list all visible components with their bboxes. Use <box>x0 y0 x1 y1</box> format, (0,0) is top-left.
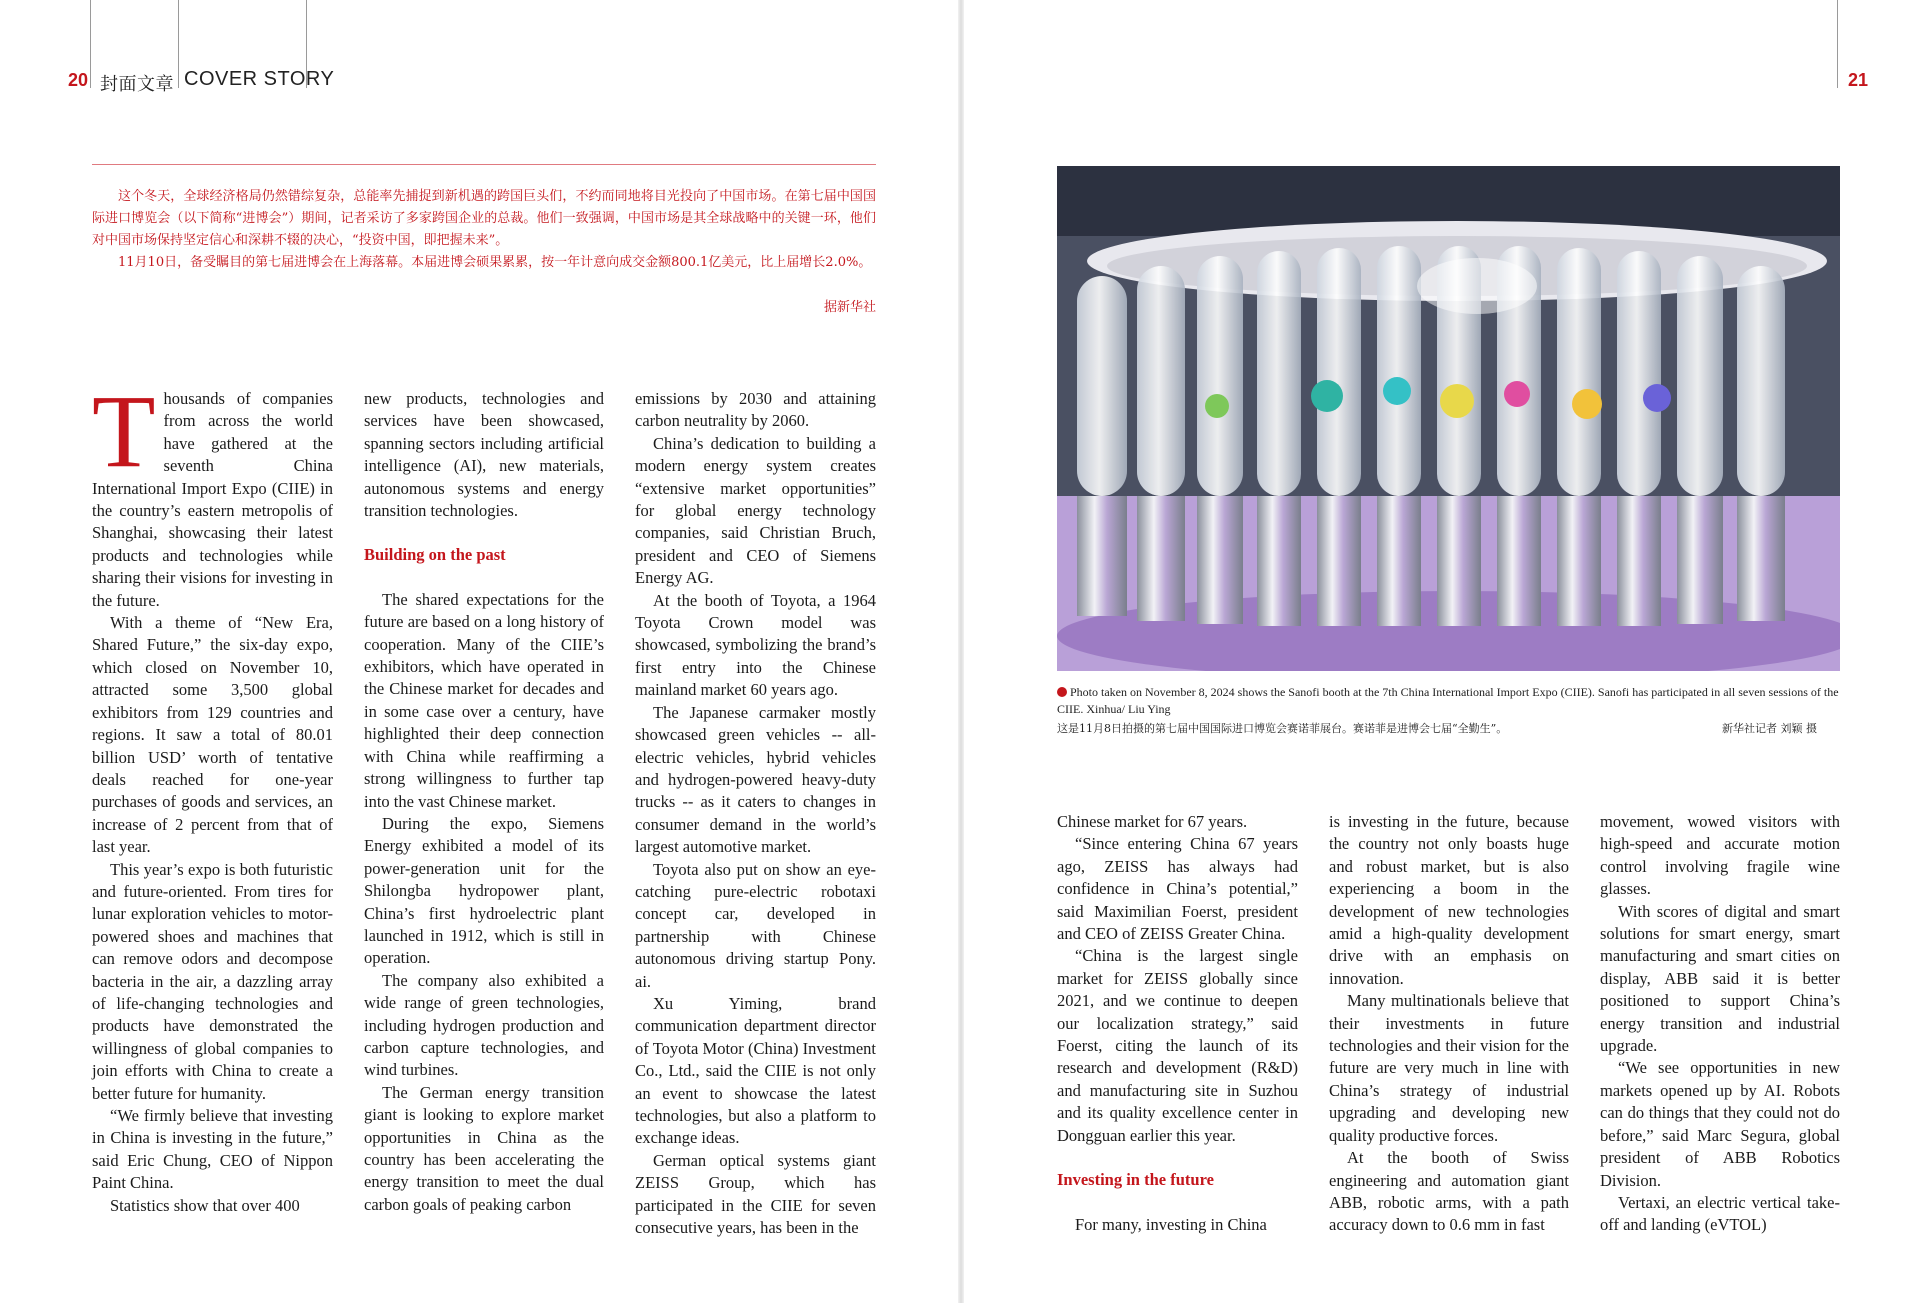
photo-caption-cn: 这是11月8日拍摄的第七届中国国际进口博览会赛诺菲展台。赛诺菲是进博会七届“全勤生”。 <box>1057 722 1508 735</box>
drop-cap: T <box>92 374 156 489</box>
paragraph: Xu Yiming, brand communication department director of Toyota Motor (China) Investment Co., Ltd., said the CIIE is not only an event to showcase the latest technologies, but also a platform to exchange ideas. <box>635 993 876 1148</box>
paragraph: “We firmly believe that investing in China is investing in the future,” said Eric Chung, CEO of Nippon Paint China. <box>92 1106 333 1193</box>
camera-icon <box>1057 687 1067 697</box>
chinese-lead <box>92 186 876 274</box>
article-column-6 <box>1600 811 1840 1237</box>
paragraph: With scores of digital and smart solutions for smart energy, smart manufacturing and smart cities on display, ABB said it is better positioned to support China’s energy transition and industrial upgrade. <box>1600 901 1840 1056</box>
paragraph: “Since entering China 67 years ago, ZEISS has always had confidence in China’s potential,” said Maximilian Foerst, president and CEO of ZEISS Greater China. <box>1057 834 1298 944</box>
booth-illustration <box>1057 166 1840 671</box>
paragraph: The company also exhibited a wide range of green technologies, including hydrogen production and carbon capture technologies, and wind turbines. <box>364 970 604 1080</box>
header-rule-left <box>90 0 91 88</box>
lead-divider <box>92 164 876 165</box>
article-column-2 <box>364 388 604 1216</box>
photo-caption-en <box>1057 684 1840 718</box>
paragraph: German optical systems giant ZEISS Group, which has participated in the CIIE for seven consecutive years, has been in the <box>635 1150 876 1238</box>
paragraph: The German energy transition giant is looking to explore market opportunities in China as the country has been accelerating the energy transition to meet the dual carbon goals of peaking carbon <box>364 1082 604 1214</box>
section-title-cn: 封面文章 <box>100 74 174 95</box>
caption-text: Photo taken on November 8, 2024 shows the Sanofi booth at the 7th China International Import Expo (CIIE). Sanofi has participated in all seven sessions of the CIIE. Xinhua/ Liu Ying <box>1057 685 1839 716</box>
paragraph: emissions by 2030 and attaining carbon neutrality by 2060. <box>635 389 876 431</box>
lead-source: 据新华社 <box>823 300 876 315</box>
section-title-en: COVER STORY <box>184 68 335 90</box>
subheading-investing-in-the-future: Investing in the future <box>1057 1170 1214 1190</box>
article-column-1 <box>92 374 333 1217</box>
paragraph: Many multinationals believe that their investments in future technologies and their vision for the future are very much in line with China’s strategy of industrial upgrading and developing new quality productive forces. <box>1329 991 1569 1145</box>
page-number-left: 20 <box>68 70 89 90</box>
paragraph: China’s dedication to building a modern energy system creates “extensive market opportunities” for global energy technology companies, said Christian Bruch, president and CEO of Siemens Energy AG. <box>635 433 876 588</box>
paragraph: “China is the largest single market for ZEISS globally since 2021, and we continue to deepen our localization strategy,” said Foerst, citing the launch of its research and development (R&D) and manufacturing site in Suzhou and its quality excellence center in Dongguan earlier this year. <box>1057 946 1298 1145</box>
paragraph: Vertaxi, an electric vertical take-off and landing (eVTOL) <box>1600 1192 1840 1235</box>
sanofi-booth-photo <box>1057 166 1840 671</box>
header-rule-mid <box>178 0 179 88</box>
lead-paragraph: 11月10日，备受瞩目的第七届进博会在上海落幕。本届进博会硕果累累，按一年计意向成交金额800.1亿美元，比上届增长2.0%。 <box>118 255 872 270</box>
paragraph: Chinese market for 67 years. <box>1057 812 1248 831</box>
page-number-right: 21 <box>1848 70 1869 90</box>
paragraph: Statistics show that over 400 <box>110 1195 300 1215</box>
article-column-4 <box>1057 811 1298 1236</box>
paragraph: Toyota also put on show an eye-catching pure-electric robotaxi concept car, developed in partnership with Chinese autonomous driving startup Pony. ai. <box>635 859 876 991</box>
paragraph: new products, technologies and services have been showcased, spanning sectors including artificial intelligence (AI), new materials, autonomous systems and energy transition technologies. <box>364 389 604 521</box>
paragraph: is investing in the future, because the country not only boasts huge and robust market, but is also experiencing a boom in the development of new technologies amid a high-quality development drive with an emphasis on innovation. <box>1329 812 1569 988</box>
paragraph: At the booth of Toyota, a 1964 Toyota Crown model was showcased, symbolizing the brand’s first entry into the Chinese mainland market 60 years ago. <box>635 590 876 700</box>
page-fold <box>958 0 964 1303</box>
header-rule-right-page <box>1837 0 1838 88</box>
paragraph: movement, wowed visitors with high-speed and accurate motion control involving fragile wine glasses. <box>1600 812 1840 899</box>
paragraph: During the expo, Siemens Energy exhibited a model of its power-generation unit for the Shilongba hydropower plant, China’s first hydroelectric plant launched in 1912, which is still in operation. <box>364 813 604 968</box>
paragraph: This year’s expo is both futuristic and future-oriented. From tires for lunar exploration vehicles to motor-powered shoes and machines that can remove odors and decompose bacteria in the air, a dazzling array of life-changing technologies and products have demonstrated the willingness of global companies to join efforts with China to create a better future for humanity. <box>92 859 333 1103</box>
subheading-building-on-the-past: Building on the past <box>364 545 506 565</box>
paragraph: For many, investing in China <box>1075 1214 1267 1234</box>
article-column-3 <box>635 388 876 1239</box>
paragraph: The Japanese carmaker mostly showcased green vehicles -- all-electric vehicles, hybrid vehicles and hydrogen-powered heavy-duty trucks -- as it caters to changes in consumer demand in the world’s largest automotive market. <box>635 702 876 857</box>
paragraph: “We see opportunities in new markets opened up by AI. Robots can do things that they could not do before,” said Marc Segura, global president of ABB Robotics Division. <box>1600 1058 1840 1190</box>
photo-credit-cn: 新华社记者 刘颖 摄 <box>1722 722 1817 735</box>
paragraph: The shared expectations for the future are based on a long history of cooperation. Many of the CIIE’s exhibitors, which have operated in the Chinese market for decades and in some case over a century, have highlighted their deep connection with China while reaffirming a strong willingness to further tap into the vast Chinese market. <box>364 589 604 811</box>
paragraph: With a theme of “New Era, Shared Future,” the six-day expo, which closed on November 10, attracted some 3,500 global exhibitors from 129 countries and regions. It saw a total of 80.01 billion USD’ worth of tentative deals reached for one-year purchases of goods and services, an increase of 2 percent from that of last year. <box>92 613 333 857</box>
article-column-5 <box>1329 811 1569 1237</box>
lead-paragraph: 这个冬天，全球经济格局仍然错综复杂，总能率先捕捉到新机遇的跨国巨头们，不约而同地将目光投向了中国市场。在第七届中国国际进口博览会（以下简称“进博会”）期间，记者采访了多家跨国企业的总裁。他们一致强调，中国市场是其全球战略中的关键一环，他们对中国市场保持坚定信心和深耕不辍的决心，“投资中国，即把握未来”。 <box>92 189 876 248</box>
paragraph: housands of companies from across the world have gathered at the seventh China International Import Expo (CIIE) in the country’s eastern metropolis of Shanghai, showcasing their latest products and technologies while sharing their visions for investing in the future. <box>92 389 333 610</box>
paragraph: At the booth of Swiss engineering and automation giant ABB, robotic arms, with a path accuracy down to 0.6 mm in fast <box>1329 1148 1569 1235</box>
